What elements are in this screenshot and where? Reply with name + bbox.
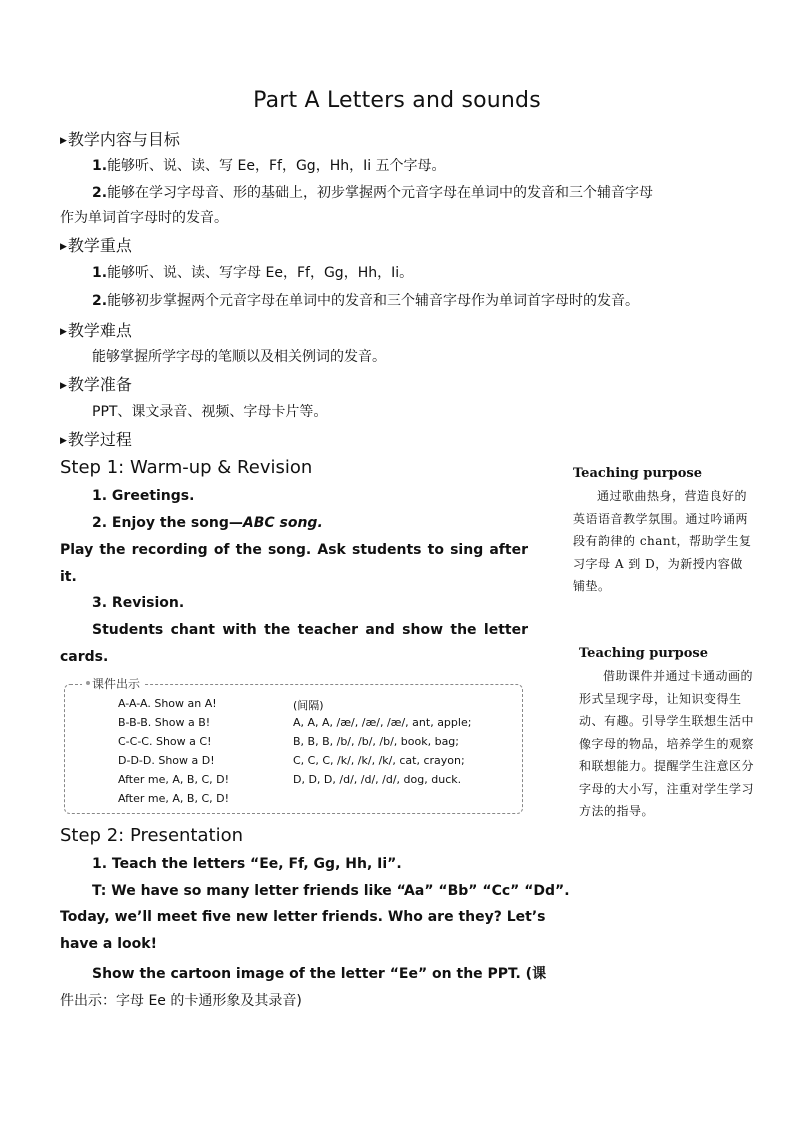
triangle-bullet-icon: ▶ <box>60 327 67 337</box>
section-heading-key-points: ▶教学重点 <box>60 236 132 255</box>
chant-right-line: D, D, D, /d/, /d/, /d/, dog, duck. <box>293 773 462 786</box>
step2-show-line-1: Show the cartoon image of the letter “Ee” on the PPT. (课 <box>92 966 547 982</box>
chant-right-line: C, C, C, /k/, /k/, /k/, cat, crayon; <box>293 754 465 767</box>
teaching-purpose-note-2 <box>579 646 759 823</box>
step2-t-line-2: Today, we’ll meet five new letter friends. Who are they? Let’s <box>60 909 546 925</box>
chant-left-line: After me, A, B, C, D! <box>118 773 229 786</box>
step1-play-line-2: it. <box>60 569 77 585</box>
section-heading-content-goals: ▶教学内容与目标 <box>60 130 180 149</box>
note-body: 通过歌曲热身，营造良好的英语语音教学氛围。通过吟诵两段有韵律的 chant，帮助学生复习字母 A 到 D，为新授内容做铺垫。 <box>573 489 752 593</box>
step2-heading: Step 2: Presentation <box>60 825 243 846</box>
chant-right-line: B, B, B, /b/, /b/, /b/, book, bag; <box>293 735 459 748</box>
section-heading-process: ▶教学过程 <box>60 430 132 449</box>
step1-enjoy-song: 2. Enjoy the song—ABC song. <box>92 515 323 531</box>
step2-teach: 1. Teach the letters “Ee, Ff, Gg, Hh, Ii”. <box>92 856 402 872</box>
chant-left-line: A-A-A. Show an A! <box>118 697 217 710</box>
triangle-bullet-icon: ▶ <box>60 436 67 446</box>
key-point-1: 1.能够听、说、读、写字母 Ee，Ff，Gg，Hh，Ii。 <box>92 265 414 281</box>
chant-left-line: B-B-B. Show a B! <box>118 716 211 729</box>
chant-right-line: (间隔) <box>293 699 324 712</box>
step1-greetings: 1. Greetings. <box>92 488 195 504</box>
triangle-bullet-icon: ▶ <box>60 242 67 252</box>
note-heading: Teaching purpose <box>573 466 702 481</box>
teaching-purpose-note-1 <box>573 466 753 598</box>
content-goal-2: 2.能够在学习字母音、形的基础上，初步掌握两个元音字母在单词中的发音和三个辅音字母 <box>92 185 654 201</box>
content-goal-2-continued: 作为单词首字母时的发音。 <box>60 210 228 226</box>
step1-chant-line-2: cards. <box>60 649 109 665</box>
step2-show-line-2: 件出示：字母 Ee 的卡通形象及其录音) <box>60 993 302 1009</box>
difficulty-text: 能够掌握所学字母的笔顺以及相关例词的发音。 <box>92 349 386 365</box>
note-heading: Teaching purpose <box>579 646 708 661</box>
step1-heading: Step 1: Warm-up & Revision <box>60 457 313 478</box>
preparation-text: PPT、课文录音、视频、字母卡片等。 <box>92 404 328 420</box>
step1-play-line-1: Play the recording of the song. Ask students to sing after <box>60 542 528 558</box>
note-body: 借助课件并通过卡通动画的形式呈现字母，让知识变得生动、有趣。引导学生联想生活中像字母的物品，培养学生的观察和联想能力。提醒学生注意区分字母的大小写，注重对学生学习方法的指导。 <box>579 669 755 818</box>
step1-revision: 3. Revision. <box>92 595 185 611</box>
chant-left-line: After me, A, B, C, D! <box>118 792 229 805</box>
dot-icon <box>86 681 90 685</box>
section-heading-preparation: ▶教学准备 <box>60 375 132 394</box>
step1-chant-line-1: Students chant with the teacher and show the letter <box>92 622 528 638</box>
page-title: Part A Letters and sounds <box>253 88 541 113</box>
chant-right-line: A, A, A, /æ/, /æ/, /æ/, ant, apple; <box>293 716 472 729</box>
courseware-label: 课件出示 <box>82 675 144 692</box>
triangle-bullet-icon: ▶ <box>60 381 67 391</box>
key-point-2: 2.能够初步掌握两个元音字母在单词中的发音和三个辅音字母作为单词首字母时的发音。 <box>92 293 640 309</box>
step2-t-line-3: have a look! <box>60 936 157 952</box>
chant-left-line: D-D-D. Show a D! <box>118 754 215 767</box>
content-goal-1: 1.能够听、说、读、写 Ee，Ff，Gg，Hh，Ii 五个字母。 <box>92 158 446 174</box>
triangle-bullet-icon: ▶ <box>60 136 67 146</box>
step2-t-line-1: T: We have so many letter friends like “Aa” “Bb” “Cc” “Dd”. <box>92 883 570 899</box>
section-heading-difficulties: ▶教学难点 <box>60 321 132 340</box>
chant-left-line: C-C-C. Show a C! <box>118 735 212 748</box>
